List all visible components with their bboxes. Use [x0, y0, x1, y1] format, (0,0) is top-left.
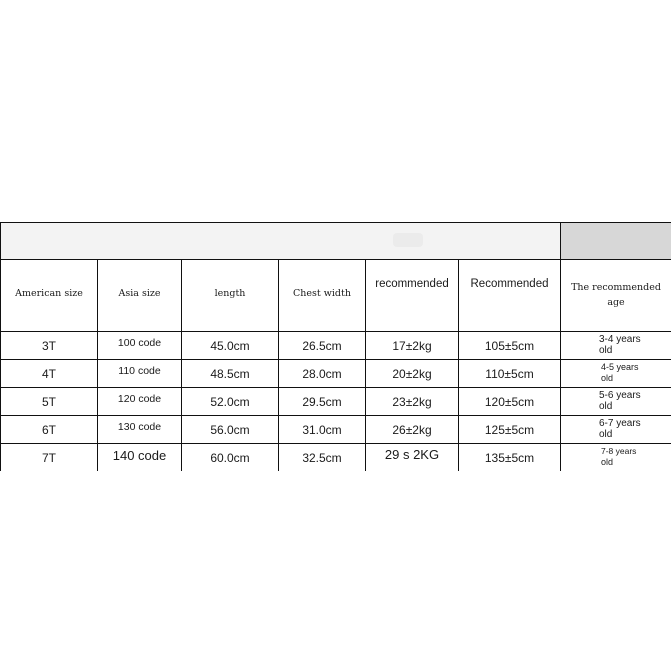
cell-text: 110±5cm	[485, 367, 534, 381]
cell-text: 120 code	[117, 393, 162, 405]
age-top: 6-7 years	[599, 418, 641, 429]
cell-text: 28.0cm	[302, 367, 342, 381]
cell-asia-size	[97, 360, 181, 387]
cell-age	[560, 360, 671, 387]
cell-length	[181, 444, 278, 471]
cell-chest	[278, 444, 365, 471]
age-top: 4-5 years	[601, 362, 639, 372]
cell-text: 105±5cm	[484, 339, 535, 353]
cell-text: 110 code	[118, 365, 161, 377]
cell-age	[560, 332, 671, 359]
cell-height	[458, 360, 560, 387]
header-recommended-height	[458, 260, 560, 331]
cell-text: 5T	[41, 395, 56, 409]
cell-asia-size	[97, 444, 181, 471]
table-row	[0, 360, 671, 388]
cell-age-text	[599, 390, 671, 412]
table-row	[0, 416, 671, 444]
size-chart-table	[0, 222, 671, 467]
header-label: Chest width	[293, 288, 351, 299]
cell-text: 135±5cm	[484, 451, 535, 465]
table-top-band	[0, 222, 560, 260]
cell-height	[458, 388, 560, 415]
cell-text: 26.5cm	[302, 339, 342, 353]
cell-text: 140 code	[112, 448, 167, 463]
table-row	[0, 332, 671, 360]
cell-asia-size	[97, 416, 181, 443]
header-asia-size	[97, 260, 181, 331]
cell-asia-size	[97, 332, 181, 359]
cell-weight	[365, 360, 458, 387]
cell-chest	[278, 360, 365, 387]
cell-chest	[278, 332, 365, 359]
cell-text: 20±2kg	[392, 367, 432, 381]
header-chest-width	[278, 260, 365, 331]
header-label: length	[214, 288, 246, 299]
cell-weight	[365, 444, 458, 471]
cell-age	[560, 388, 671, 415]
cell-american-size	[0, 332, 97, 359]
cell-text: 4T	[41, 367, 56, 381]
table-row	[0, 388, 671, 416]
cell-weight	[365, 332, 458, 359]
header-label: recommended	[375, 278, 449, 290]
cell-text: 29.5cm	[302, 395, 342, 409]
cell-american-size	[0, 360, 97, 387]
cell-length	[181, 388, 278, 415]
age-top: 5-6 years	[599, 390, 641, 401]
cell-age-text	[599, 418, 671, 440]
cell-height	[458, 416, 560, 443]
cell-weight	[365, 416, 458, 443]
age-bottom: old	[601, 457, 614, 467]
header-label: Asia size	[118, 288, 161, 299]
cell-length	[181, 416, 278, 443]
cell-age	[560, 416, 671, 443]
cell-text: 32.5cm	[302, 451, 342, 465]
cell-weight	[365, 388, 458, 415]
cell-text: 60.0cm	[210, 451, 250, 465]
cell-length	[181, 360, 278, 387]
cell-length	[181, 332, 278, 359]
cell-text: 31.0cm	[302, 423, 342, 437]
age-bottom: old	[599, 345, 613, 356]
age-top: 3-4 years	[599, 334, 641, 345]
cell-text: 45.0cm	[210, 339, 250, 353]
cell-chest	[278, 388, 365, 415]
cell-american-size	[0, 444, 97, 471]
header-recommended-weight	[365, 260, 458, 331]
cell-text: 56.0cm	[210, 423, 250, 437]
cell-age-text	[599, 334, 671, 356]
header-label: The recommended age	[571, 282, 661, 308]
table-top-band-right	[560, 222, 671, 260]
header-label: American size	[15, 288, 83, 299]
header-label: Recommended	[470, 278, 549, 290]
cell-text: 48.5cm	[210, 367, 250, 381]
age-bottom: old	[599, 429, 613, 440]
age-bottom: old	[601, 373, 614, 383]
cell-height	[458, 444, 560, 471]
cell-text: 100 code	[117, 337, 162, 349]
cell-asia-size	[97, 388, 181, 415]
age-bottom: old	[599, 401, 613, 412]
cell-text: 7T	[41, 451, 56, 465]
cell-american-size	[0, 416, 97, 443]
cell-chest	[278, 416, 365, 443]
band-smudge	[393, 233, 423, 247]
cell-age	[560, 444, 671, 471]
cell-text: 23±2kg	[392, 395, 432, 409]
cell-text: 120±5cm	[484, 395, 535, 409]
cell-text: 17±2kg	[392, 339, 432, 353]
cell-text: 52.0cm	[210, 395, 250, 409]
header-length	[181, 260, 278, 331]
cell-text: 125±5cm	[484, 423, 535, 437]
cell-text: 3T	[41, 339, 56, 353]
cell-text: 6T	[41, 423, 56, 437]
header-american-size	[0, 260, 97, 331]
cell-american-size	[0, 388, 97, 415]
header-row	[0, 260, 671, 332]
cell-text: 26±2kg	[392, 423, 432, 437]
table-row	[0, 444, 671, 470]
cell-text: 29 s 2KG	[384, 447, 440, 462]
age-top: 7-8 years	[601, 446, 637, 456]
header-recommended-age	[560, 260, 671, 331]
cell-text: 130 code	[117, 421, 162, 433]
cell-height	[458, 332, 560, 359]
cell-age-text	[601, 446, 671, 468]
cell-age-text	[601, 362, 671, 384]
